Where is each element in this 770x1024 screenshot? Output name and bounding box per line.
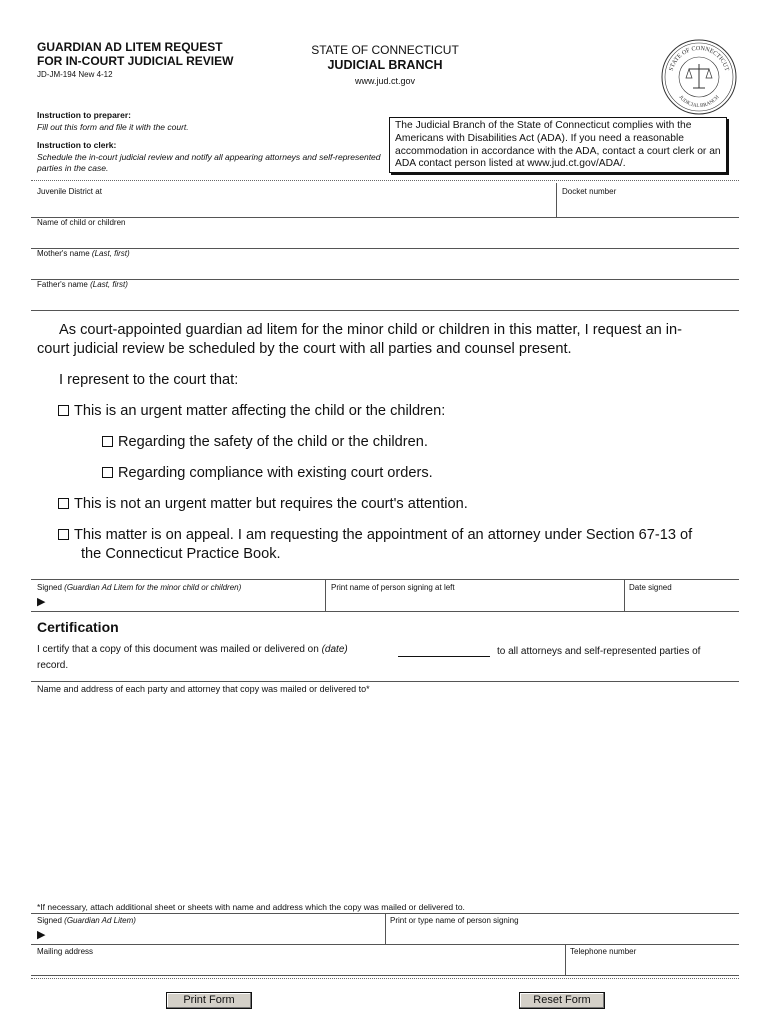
divider	[31, 611, 739, 612]
child-name-label: Name of child or children	[37, 218, 126, 227]
mother-name-text: Mother's name	[37, 249, 90, 258]
print-type-label: Print or type name of person signing	[390, 916, 519, 925]
instructions	[37, 110, 382, 175]
cert-signature-field[interactable]	[50, 925, 384, 943]
footnote: *If necessary, attach additional sheet or sheets with name and address which the copy was mailed or delivered to.	[37, 902, 465, 912]
option-not-urgent	[58, 495, 468, 514]
juvenile-district-label: Juvenile District at	[37, 187, 102, 196]
option-compliance	[102, 464, 433, 483]
cert-text-a: I certify that a copy of this document was mailed or delivered on	[37, 644, 319, 655]
print-name-field[interactable]	[326, 592, 623, 610]
state-seal-icon	[660, 38, 738, 116]
name-address-field[interactable]	[31, 697, 739, 897]
signed-label	[37, 583, 241, 592]
sign-here-arrow-icon: ▶	[37, 929, 46, 941]
mother-name-label	[37, 249, 130, 258]
divider	[31, 180, 739, 181]
svg-text:JUDICIAL BRANCH	[677, 94, 720, 109]
divider	[31, 975, 739, 976]
safety-checkbox[interactable]	[102, 436, 113, 447]
certification-text	[37, 644, 348, 655]
compliance-label: Regarding compliance with existing court orders.	[118, 465, 433, 481]
divider	[31, 310, 739, 311]
option-appeal	[58, 526, 738, 564]
cert-date-field[interactable]	[398, 645, 490, 657]
appeal-label-line1: This matter is on appeal. I am requesting the appointment of an attorney under Section 67-13 of	[74, 527, 693, 543]
statement-paragraph	[37, 321, 737, 359]
clerk-text: Schedule the in-court judicial review and notify all appearing attorneys and self-represented parties in the case.	[37, 151, 381, 173]
safety-label: Regarding the safety of the child or the children.	[118, 434, 428, 450]
form-title-line1: GUARDIAN AD LITEM REQUEST	[37, 40, 223, 54]
divider	[31, 217, 739, 218]
urgent-checkbox[interactable]	[58, 405, 69, 416]
represent-text: I represent to the court that:	[59, 372, 239, 388]
cert-signed-hint: (Guardian Ad Litem)	[64, 916, 136, 925]
print-type-field[interactable]	[386, 925, 739, 943]
divider	[31, 248, 739, 249]
signature-field[interactable]	[50, 592, 324, 610]
seal-text-top: STATE OF CONNECTICUT	[667, 44, 731, 72]
state-name: STATE OF CONNECTICUT	[311, 43, 459, 57]
seal-text-bottom: JUDICIAL BRANCH	[677, 94, 721, 110]
reset-form-button[interactable]: Reset Form	[519, 992, 605, 1009]
divider	[31, 579, 739, 580]
juvenile-district-field[interactable]	[31, 196, 556, 216]
appeal-label-line2: the Connecticut Practice Book.	[81, 546, 281, 562]
preparer-text: Fill out this form and file it with the court.	[37, 121, 189, 132]
mother-name-hint: (Last, first)	[91, 249, 130, 258]
clerk-heading: Instruction to clerk:	[37, 140, 117, 150]
appeal-checkbox[interactable]	[58, 529, 69, 540]
docket-number-label: Docket number	[562, 187, 617, 196]
statement-line2: court judicial review be scheduled by the court with all parties and counsel present.	[37, 341, 572, 357]
print-name-label: Print name of person signing at left	[331, 583, 455, 592]
print-form-button[interactable]: Print Form	[166, 992, 252, 1009]
father-name-hint: (Last, first)	[90, 280, 128, 289]
docket-number-field[interactable]	[557, 196, 739, 216]
mailing-address-label: Mailing address	[37, 947, 94, 956]
signed-text: Signed	[37, 583, 62, 592]
certification-heading: Certification	[37, 619, 119, 635]
cert-text-b: to all attorneys and self-represented parties of	[497, 646, 701, 657]
father-name-field[interactable]	[31, 290, 739, 310]
telephone-field[interactable]	[566, 956, 739, 975]
signed-hint: (Guardian Ad Litem for the minor child or children)	[64, 583, 242, 592]
form-number: JD-JM-194 New 4-12	[37, 70, 113, 79]
divider	[31, 681, 739, 682]
child-name-field[interactable]	[31, 228, 739, 248]
date-signed-label: Date signed	[629, 583, 672, 592]
branch-name: JUDICIAL BRANCH	[327, 58, 443, 72]
divider	[31, 978, 739, 979]
date-signed-field[interactable]	[625, 592, 739, 610]
website: www.jud.ct.gov	[354, 76, 416, 86]
mother-name-field[interactable]	[31, 259, 739, 279]
name-address-label: Name and address of each party and attorney that copy was mailed or delivered to*	[37, 684, 370, 694]
compliance-checkbox[interactable]	[102, 467, 113, 478]
father-name-label	[37, 280, 128, 289]
statement-line1: As court-appointed guardian ad litem for the minor child or children in this matter, I request an in-	[59, 322, 682, 338]
father-name-text: Father's name	[37, 280, 88, 289]
not-urgent-label: This is not an urgent matter but requires the court's attention.	[74, 496, 468, 512]
telephone-label: Telephone number	[570, 947, 637, 956]
ada-notice: The Judicial Branch of the State of Connecticut complies with the Americans with Disabilities Act (ADA). If you need a reasonable accommodation in accordance with the ADA, contact a court clerk or an ADA contact person listed at www.jud.ct.gov/ADA/.	[389, 117, 727, 173]
mailing-address-field[interactable]	[31, 956, 564, 975]
form-title	[37, 40, 233, 68]
cert-signed-text: Signed	[37, 916, 62, 925]
divider	[31, 944, 739, 945]
sign-here-arrow-icon: ▶	[37, 596, 46, 608]
option-safety	[102, 433, 428, 452]
preparer-heading: Instruction to preparer:	[37, 110, 131, 120]
urgent-label: This is an urgent matter affecting the child or the children:	[74, 403, 446, 419]
cert-text-c: record.	[37, 660, 69, 671]
state-heading	[285, 43, 485, 73]
cert-date-hint: (date)	[321, 644, 348, 655]
cert-signed-label	[37, 916, 136, 925]
not-urgent-checkbox[interactable]	[58, 498, 69, 509]
form-title-line2: FOR IN-COURT JUDICIAL REVIEW	[37, 54, 234, 68]
option-urgent	[58, 402, 445, 421]
divider	[31, 279, 739, 280]
